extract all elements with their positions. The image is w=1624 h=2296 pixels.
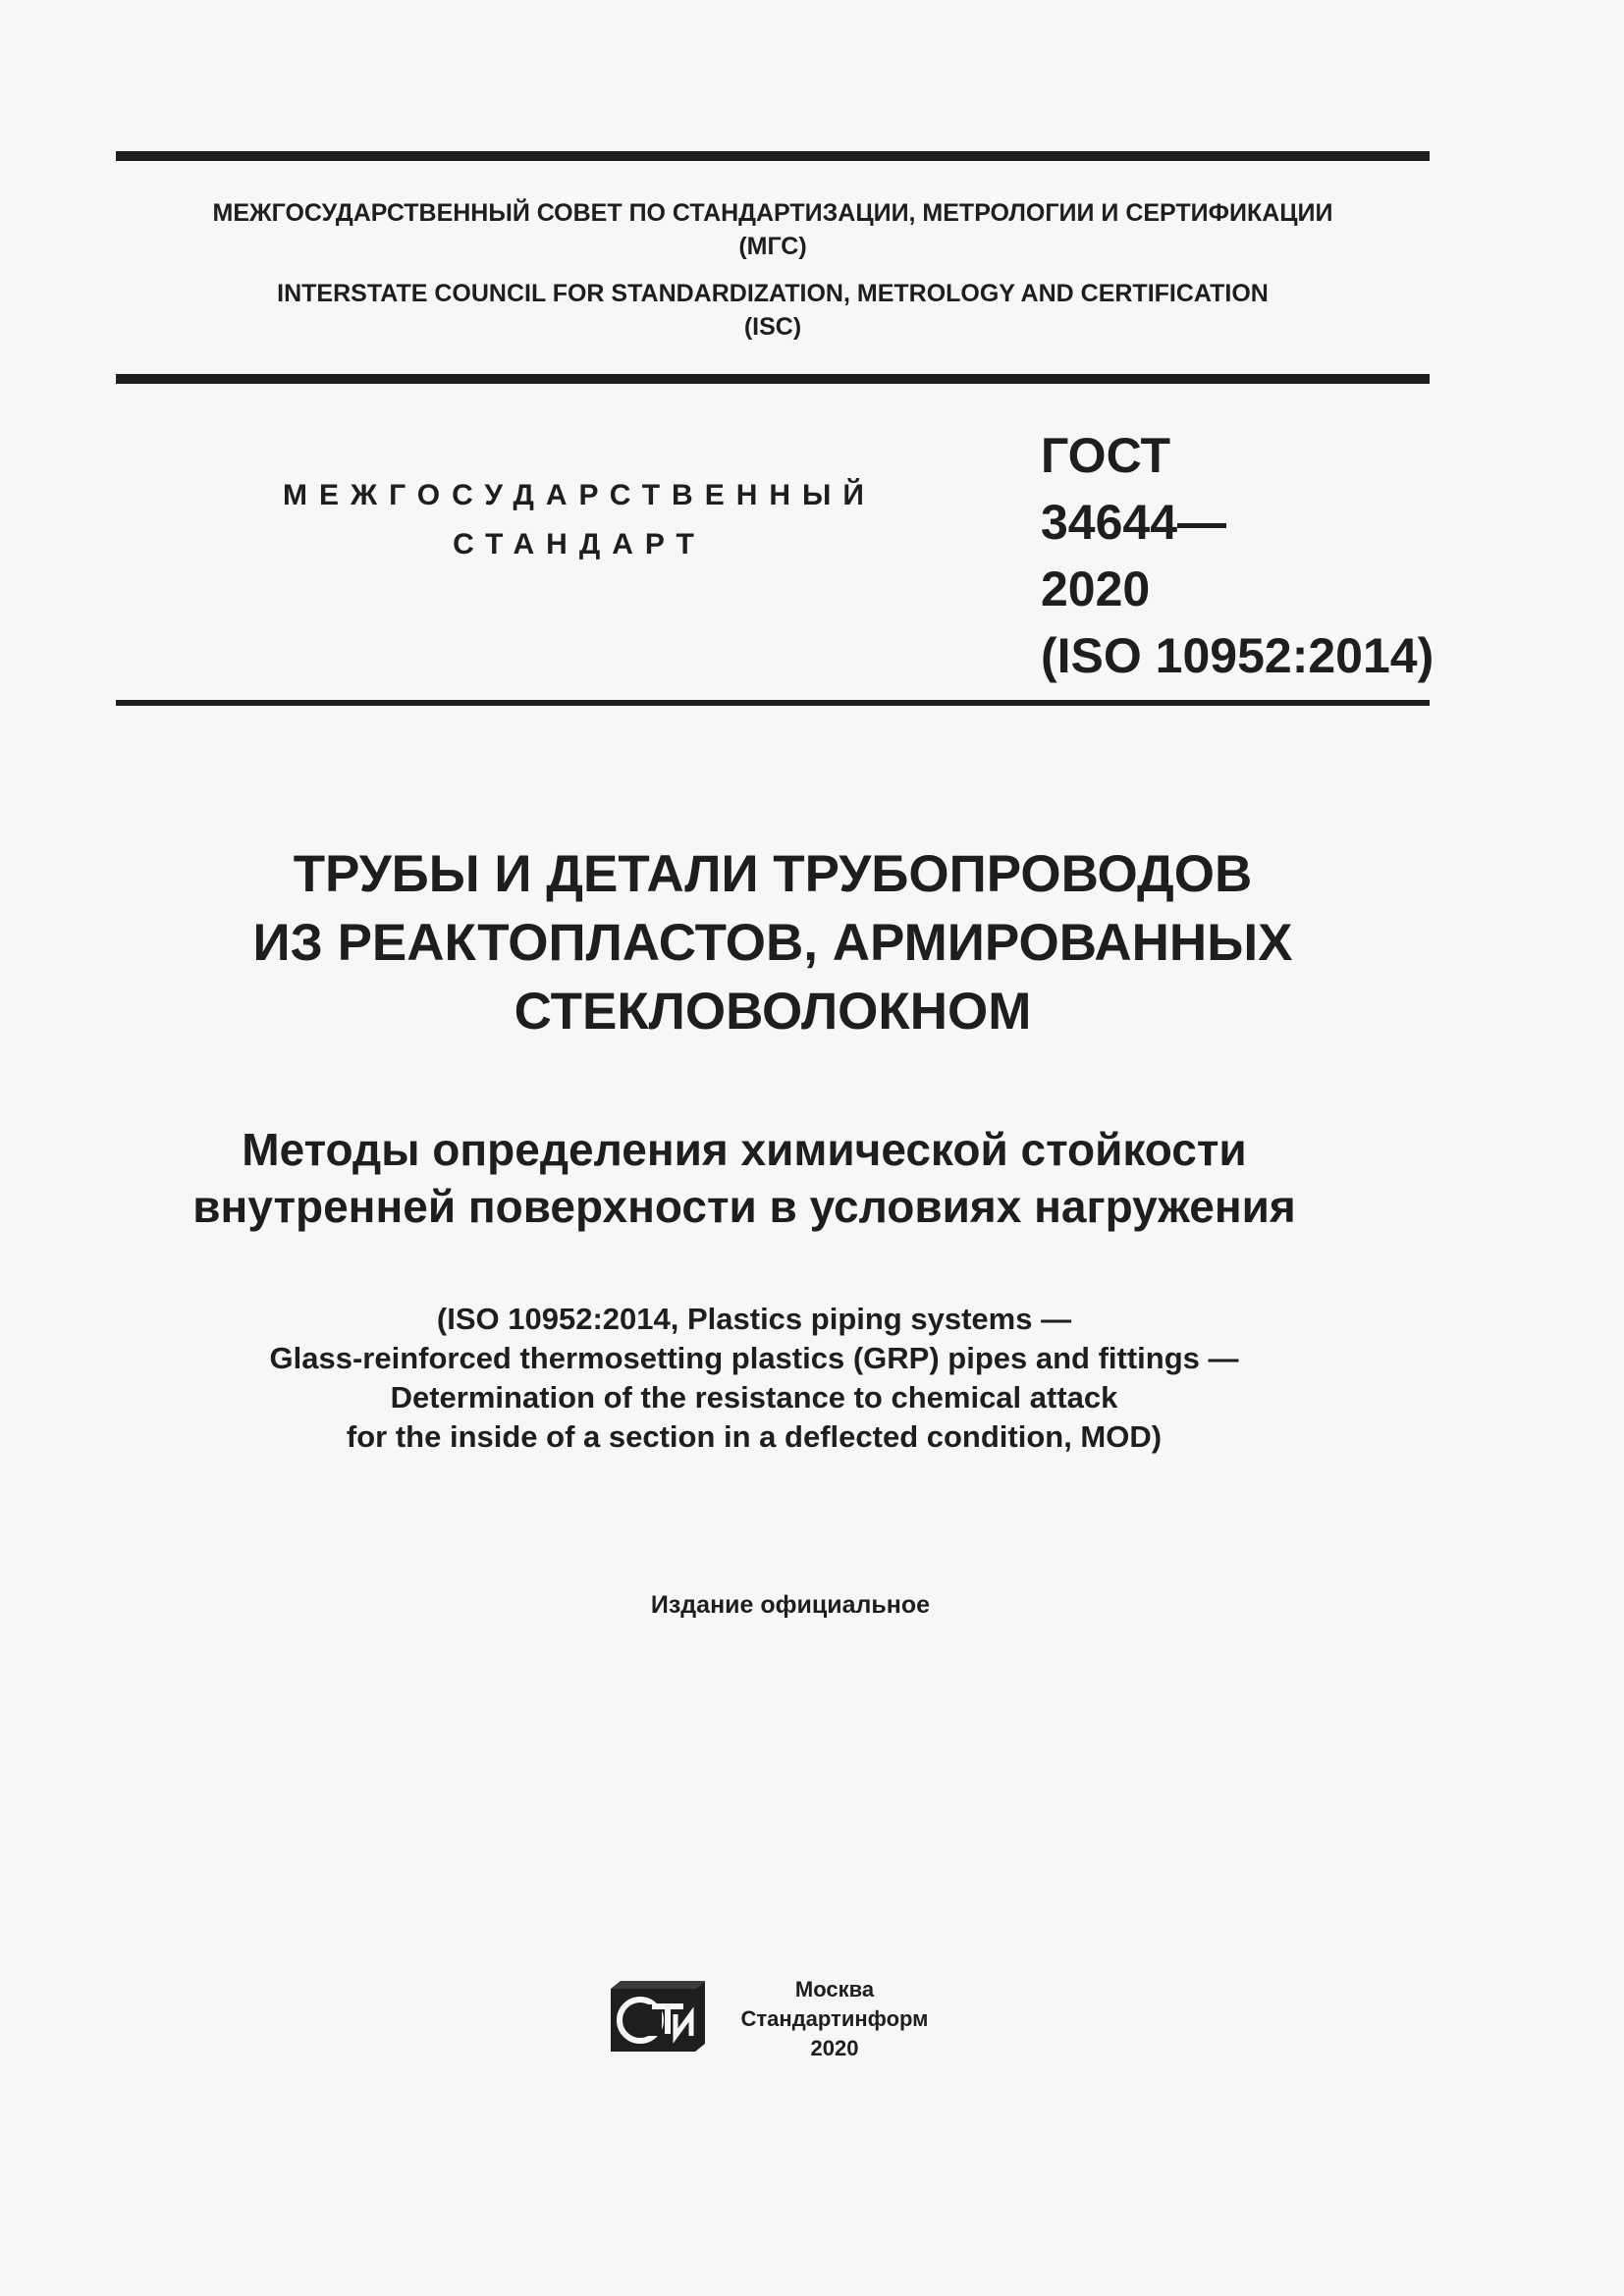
subtitle bbox=[116, 1121, 1373, 1235]
council-abbr-ru: (МГС) bbox=[738, 233, 807, 260]
iso-title-line4: for the inside of a section in a deflected condition, MOD) bbox=[346, 1419, 1163, 1454]
main-title bbox=[116, 840, 1430, 1046]
iso-title-line1: (ISO 10952:2014, Plastics piping systems — bbox=[436, 1302, 1072, 1336]
publisher-name: Стандартинформ bbox=[740, 2006, 929, 2031]
subtitle-line1: Методы определения химической стойкости bbox=[242, 1124, 1247, 1175]
gost-iso-reference: (ISO 10952:2014) bbox=[1041, 628, 1435, 683]
council-name-ru-line1: МЕЖГОСУДАРСТВЕННЫЙ СОВЕТ ПО СТАНДАРТИЗАЦИИ, МЕТРОЛОГИИ И СЕРТИФИКАЦИИ bbox=[212, 199, 1333, 227]
standard-kind bbox=[196, 471, 962, 569]
iso-title bbox=[116, 1300, 1392, 1457]
gost-year: 2020 bbox=[1041, 561, 1151, 616]
main-title-line3: СТЕКЛОВОЛОКНОМ bbox=[514, 983, 1032, 1041]
publisher-info bbox=[722, 1975, 947, 2063]
iso-title-line3: Determination of the resistance to chemical attack bbox=[390, 1380, 1118, 1415]
subtitle-line2: внутренней поверхности в условиях нагружения bbox=[192, 1181, 1296, 1232]
publisher-city: Москва bbox=[794, 1977, 875, 2002]
top-divider bbox=[116, 151, 1430, 161]
middle-divider bbox=[116, 374, 1430, 384]
standard-kind-line1: МЕЖГОСУДАРСТВЕННЫЙ bbox=[283, 479, 876, 511]
standard-kind-line2: СТАНДАРТ bbox=[453, 528, 706, 561]
lower-divider bbox=[116, 700, 1430, 706]
council-abbr-en: (ISC) bbox=[743, 313, 802, 341]
gost-number: 34644— bbox=[1041, 495, 1227, 550]
gost-designation bbox=[1041, 422, 1434, 689]
edition-label: Издание официальное bbox=[650, 1591, 931, 1619]
main-title-line2: ИЗ РЕАКТОПЛАСТОВ, АРМИРОВАННЫХ bbox=[252, 914, 1293, 972]
council-name-ru bbox=[116, 196, 1430, 263]
gost-label: ГОСТ bbox=[1041, 428, 1170, 483]
council-name-en bbox=[116, 277, 1430, 344]
main-title-line1: ТРУБЫ И ДЕТАЛИ ТРУБОПРОВОДОВ bbox=[293, 845, 1253, 903]
publisher-year: 2020 bbox=[810, 2036, 859, 2060]
iso-title-line2: Glass-reinforced thermosetting plastics (GRP) pipes and fittings — bbox=[269, 1341, 1239, 1375]
standartinform-logo-icon bbox=[609, 1979, 707, 2054]
council-name-en-line1: INTERSTATE COUNCIL FOR STANDARDIZATION, METROLOGY AND CERTIFICATION bbox=[277, 280, 1269, 307]
